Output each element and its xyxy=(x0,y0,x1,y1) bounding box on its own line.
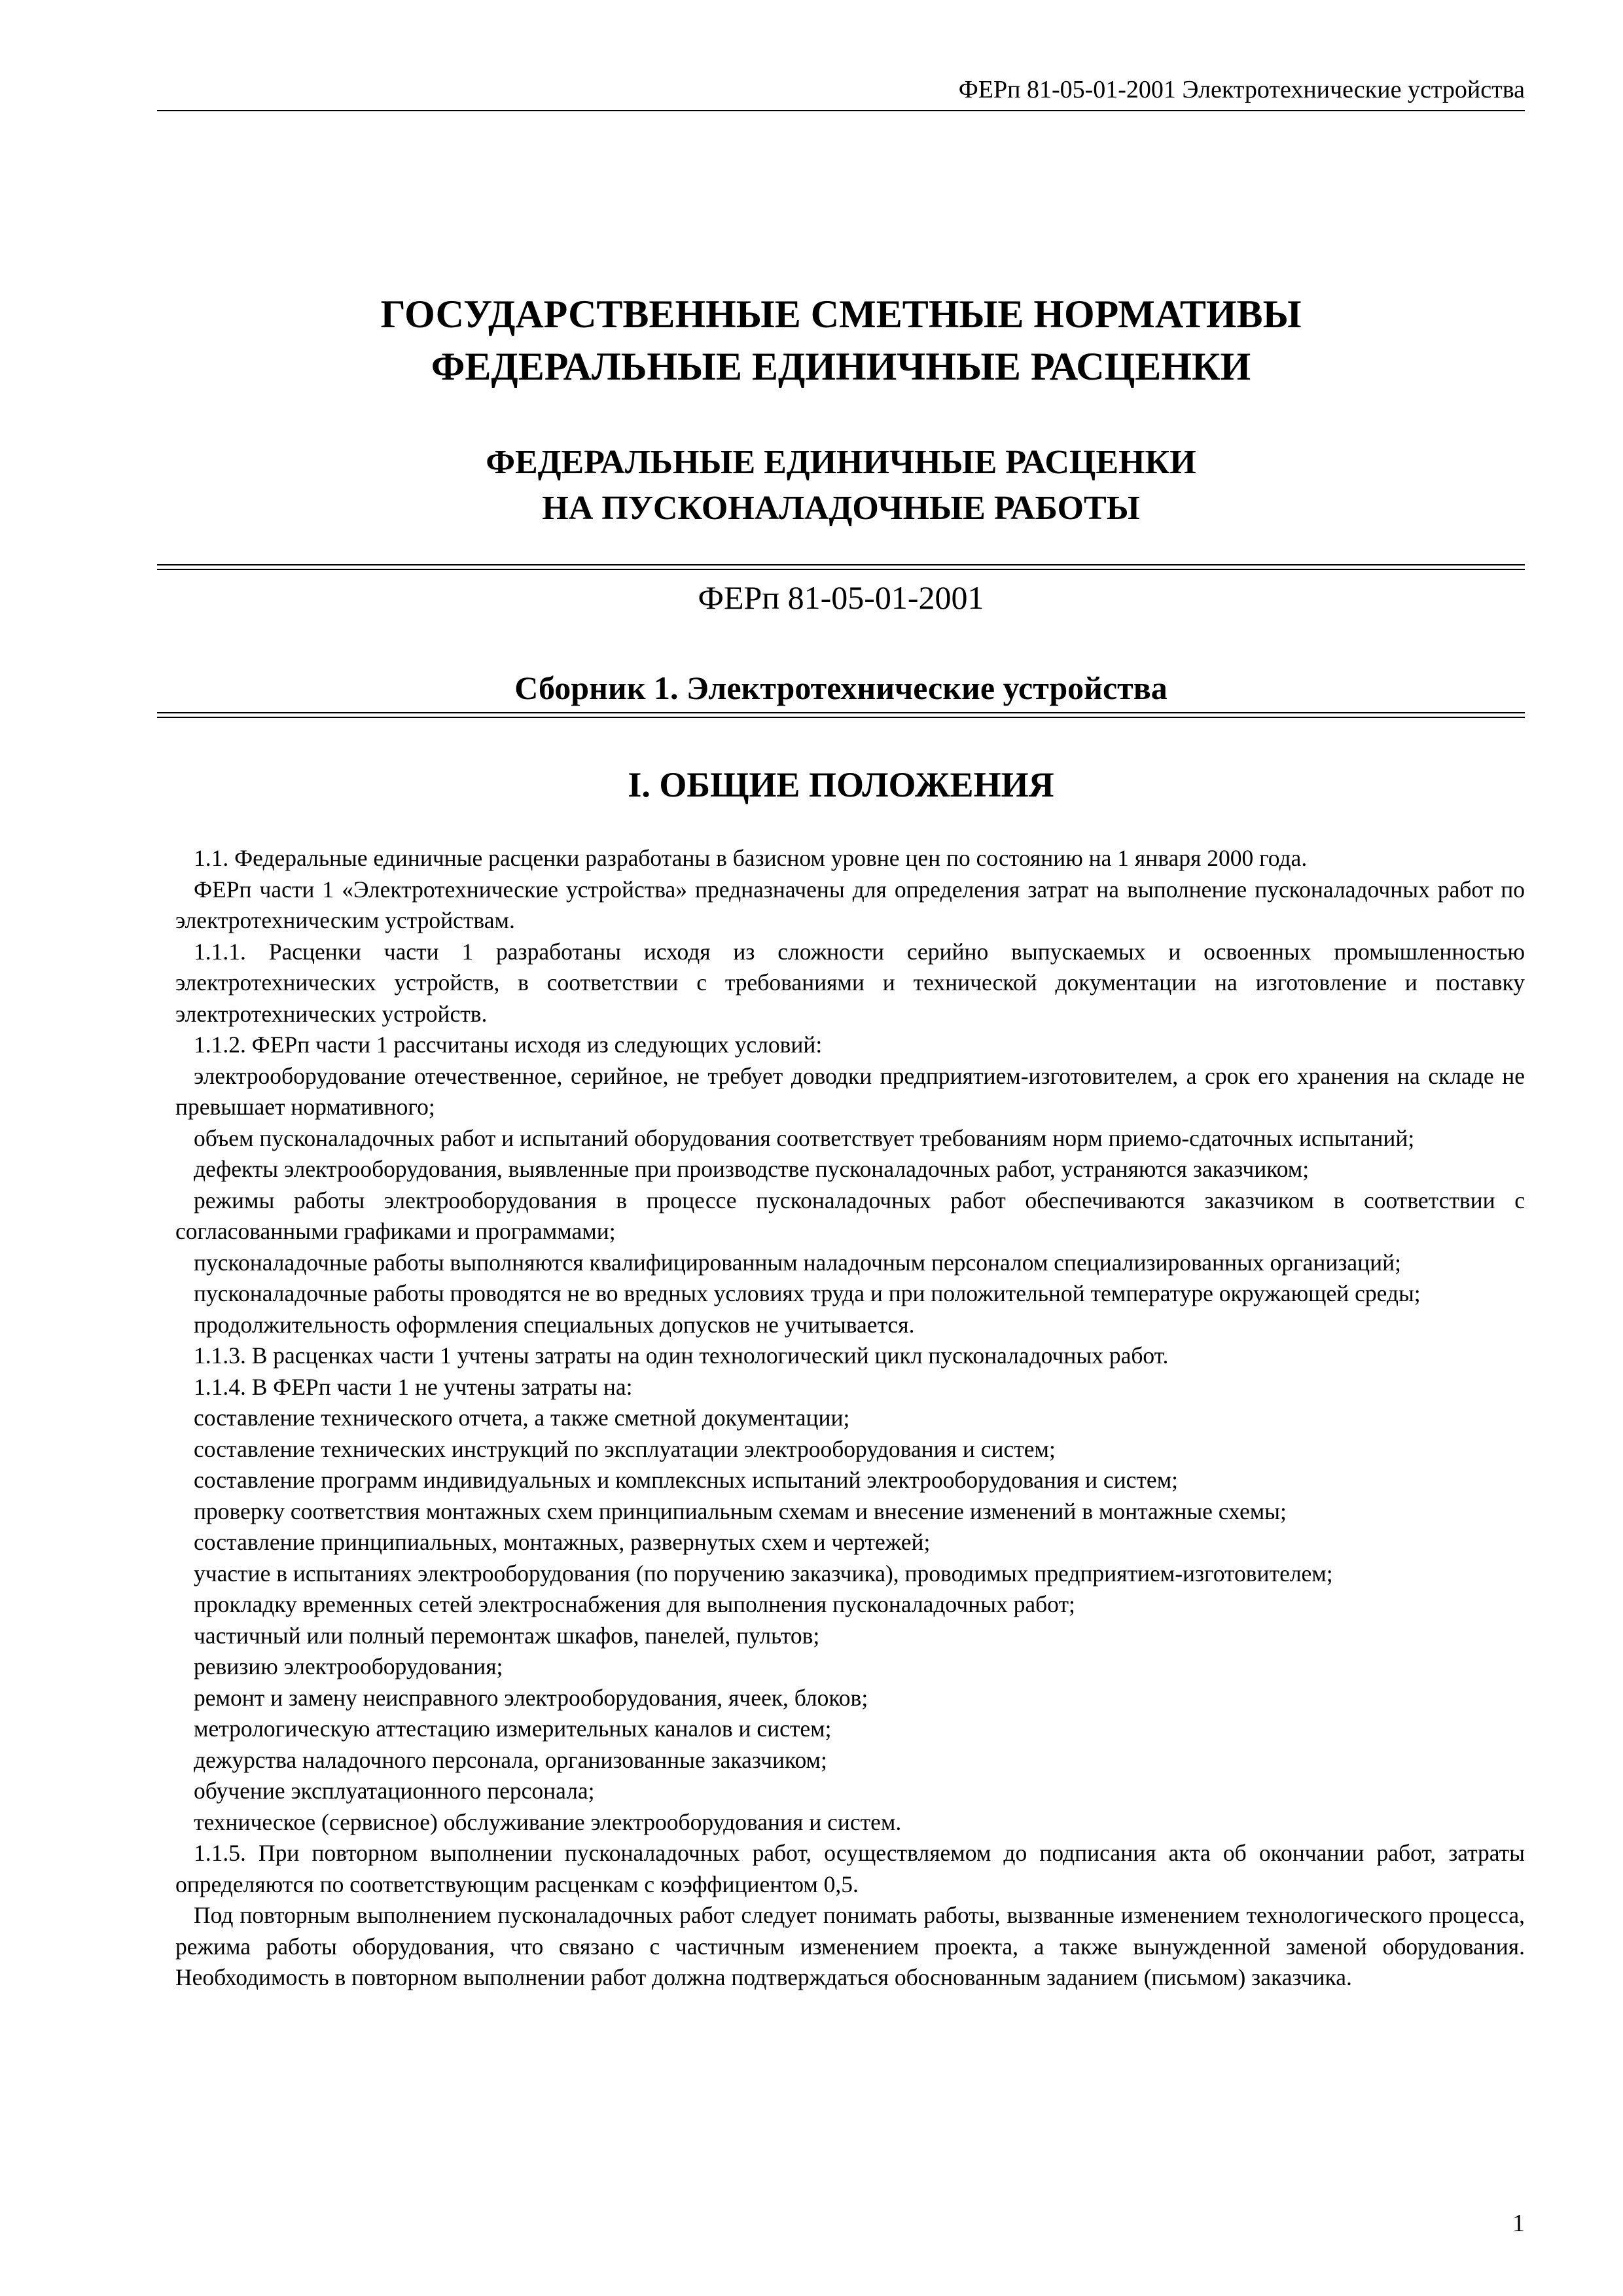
paragraph: пусконаладочные работы выполняются квалифицированным наладочным персоналом специализированных организаций; xyxy=(194,1249,1401,1276)
paragraph: пусконаладочные работы проводятся не во вредных условиях труда и при положительной температуре окружающей среды; xyxy=(194,1280,1421,1306)
paragraph: метрологическую аттестацию измерительных каналов и систем; xyxy=(194,1715,832,1742)
body-text xyxy=(175,843,1525,1994)
paragraph: прокладку временных сетей электроснабжения для выполнения пусконаладочных работ; xyxy=(194,1591,1075,1617)
paragraph: составление программ индивидуальных и комплексных испытаний электрооборудования и систем; xyxy=(194,1467,1179,1493)
divider-bottom xyxy=(157,712,1525,718)
paragraph: 1.1.1. Расценки части 1 разработаны исходя из сложности серийно выпускаемых и освоенных промышленностью электротехнических устройств, в соответствии с требованиями и технической документации на изготовление и поставку электротехнических устройств. xyxy=(175,938,1525,1027)
running-header: ФЕРп 81-05-01-2001 Электротехнические устройства xyxy=(157,73,1525,111)
title-line-2: ФЕДЕРАЛЬНЫЕ ЕДИНИЧНЫЕ РАСЦЕНКИ xyxy=(431,345,1251,388)
paragraph: проверку соответствия монтажных схем принципиальным схемам и внесение изменений в монтажные схемы; xyxy=(194,1498,1287,1524)
paragraph: 1.1.3. В расценках части 1 учтены затраты на один технологический цикл пусконаладочных работ. xyxy=(194,1342,1169,1369)
paragraph: 1.1. Федеральные единичные расценки разработаны в базисном уровне цен по состоянию на 1 января 2000 года. xyxy=(194,845,1308,871)
paragraph: ФЕРп части 1 «Электротехнические устройства» предназначены для определения затрат на выполнение пусконаладочных работ по электротехническим устройствам. xyxy=(175,876,1525,933)
paragraph: ремонт и замену неисправного электрооборудования, ячеек, блоков; xyxy=(194,1684,868,1711)
paragraph: объем пусконаладочных работ и испытаний оборудования соответствует требованиям норм приемо-сдаточных испытаний; xyxy=(194,1124,1415,1151)
paragraph: продолжительность оформления специальных допусков не учитывается. xyxy=(194,1311,915,1338)
document-subtitle xyxy=(157,440,1525,531)
document-code: ФЕРп 81-05-01-2001 xyxy=(698,579,984,616)
paragraph: участие в испытаниях электрооборудования (по поручению заказчика), проводимых предприятием-изготовителем; xyxy=(194,1560,1333,1587)
page-number: 1 xyxy=(1512,2210,1525,2237)
title-line-1: ГОСУДАРСТВЕННЫЕ СМЕТНЫЕ НОРМАТИВЫ xyxy=(380,293,1302,336)
paragraph: составление технического отчета, а также сметной документации; xyxy=(194,1405,850,1431)
paragraph: 1.1.2. ФЕРп части 1 рассчитаны исходя из следующих условий: xyxy=(194,1031,823,1058)
paragraph: ревизию электрооборудования; xyxy=(194,1653,503,1679)
document-title xyxy=(157,288,1525,393)
divider-top xyxy=(157,564,1525,570)
paragraph: обучение эксплуатационного персонала; xyxy=(194,1778,595,1804)
paragraph: дежурства наладочного персонала, организованные заказчиком; xyxy=(194,1746,827,1773)
paragraph: составление принципиальных, монтажных, развернутых схем и чертежей; xyxy=(194,1529,931,1555)
paragraph: дефекты электрооборудования, выявленные при производстве пусконаладочных работ, устраняются заказчиком; xyxy=(194,1156,1310,1182)
paragraph: техническое (сервисное) обслуживание электрооборудования и систем. xyxy=(194,1808,902,1835)
paragraph: составление технических инструкций по эксплуатации электрооборудования и систем; xyxy=(194,1435,1056,1462)
paragraph: режимы работы электрооборудования в процессе пусконаладочных работ обеспечиваются заказчиком в соответствии с согласованными графиками и программами; xyxy=(175,1187,1525,1244)
subtitle-line-2: НА ПУСКОНАЛАДОЧНЫЕ РАБОТЫ xyxy=(542,490,1140,527)
paragraph: 1.1.5. При повторном выполнении пусконаладочных работ, осуществляемом до подписания акта об окончании работ, затраты определяются по соответствующим расценкам с коэффициентом 0,5. xyxy=(175,1840,1525,1897)
paragraph: электрооборудование отечественное, серийное, не требует доводки предприятием-изготовителем, а срок его хранения на складе не превышает нормативного; xyxy=(175,1062,1525,1120)
paragraph: частичный или полный перемонтаж шкафов, панелей, пультов; xyxy=(194,1622,820,1649)
paragraph: Под повторным выполнением пусконаладочных работ следует понимать работы, вызванные изменением технологического процесса, режима работы оборудования, что связано с частичным изменением проекта, а также вынужденной заменой оборудования. Необходимость в повторном выполнении работ должна подтверждаться обоснованным заданием (письмом) заказчика. xyxy=(175,1902,1525,1990)
collection-title: Сборник 1. Электротехнические устройства xyxy=(514,670,1168,706)
paragraph: 1.1.4. В ФЕРп части 1 не учтены затраты на: xyxy=(194,1373,633,1400)
subtitle-line-1: ФЕДЕРАЛЬНЫЕ ЕДИНИЧНЫЕ РАСЦЕНКИ xyxy=(486,444,1196,481)
section-heading: I. ОБЩИЕ ПОЛОЖЕНИЯ xyxy=(628,765,1054,804)
